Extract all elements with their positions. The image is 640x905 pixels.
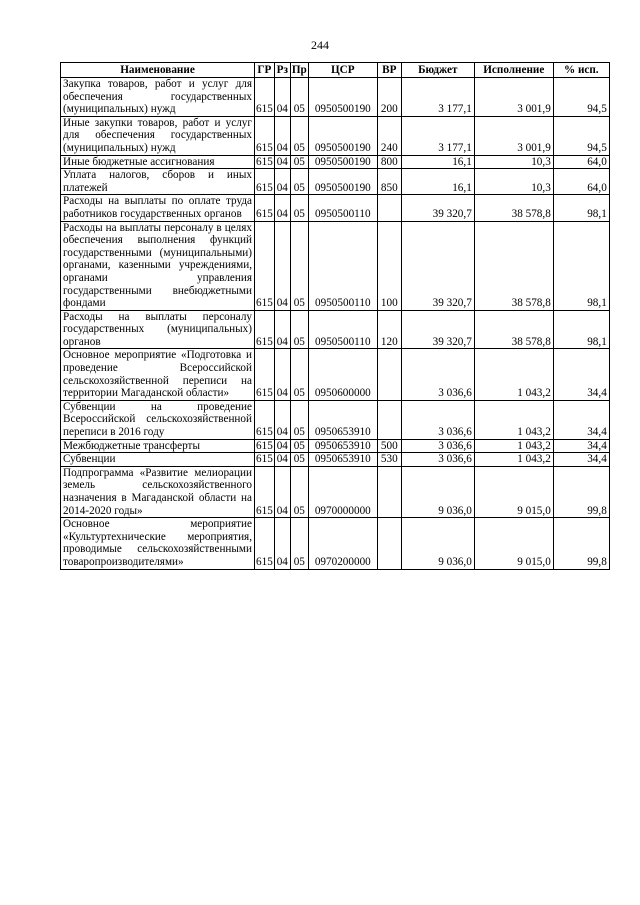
row-pr-cell: 05: [290, 310, 308, 349]
row-rz-cell: 04: [274, 310, 290, 349]
row-gr-cell: 615: [256, 453, 273, 466]
table-body: [61, 78, 610, 570]
row-name-cell: Уплата налогов, сборов и иных платежей: [61, 169, 255, 195]
table-row: [61, 349, 610, 400]
row-csr-cell: 0950500110: [308, 195, 377, 221]
row-gr-cell: 615: [255, 349, 275, 400]
row-rz-cell: 04: [274, 155, 290, 169]
row-percent-cell: 98,1: [553, 195, 609, 221]
table-row: [61, 221, 610, 310]
row-budget-cell: 3 036,6: [401, 400, 474, 439]
row-percent-cell: 34,4: [553, 349, 609, 400]
row-gr-cell: 615: [256, 155, 273, 168]
table-row: [61, 116, 610, 155]
row-name-cell: Субвенции на проведение Всероссийской сельскохозяйственной переписи в 2016 году: [61, 400, 255, 439]
row-percent-cell: 94,5: [553, 116, 609, 155]
table-row: [61, 466, 610, 517]
row-percent-cell: 94,5: [553, 78, 609, 117]
row-execution-cell: 9 015,0: [474, 518, 553, 569]
table-row: [61, 400, 610, 439]
row-csr-cell: 0950600000: [308, 349, 377, 400]
table-row: [61, 310, 610, 349]
row-vr-cell: 120: [377, 310, 401, 349]
row-percent-cell: 34,4: [553, 453, 609, 467]
row-gr-cell: 615: [255, 78, 275, 117]
row-percent-cell: 98,1: [553, 310, 609, 349]
row-pr-cell: 05: [290, 78, 308, 117]
row-vr-cell: 240: [377, 116, 401, 155]
row-budget-cell: 39 320,7: [401, 195, 474, 221]
row-name-cell: Расходы на выплаты персоналу государственных (муниципальных) органов: [61, 310, 255, 349]
table-row: [61, 78, 610, 117]
header-csr: ЦСР: [308, 63, 377, 78]
row-csr-cell: 0950500190: [308, 169, 377, 195]
row-name-cell: Иные бюджетные ассигнования: [61, 155, 255, 169]
row-rz-cell: 04: [274, 453, 290, 467]
header-percent: % исп.: [553, 63, 609, 78]
row-csr-cell: 0950653910: [308, 453, 377, 467]
row-rz-cell: 04: [274, 116, 290, 155]
row-name-cell: Закупка товаров, работ и услуг для обеспечения государственных (муниципальных) нужд: [61, 78, 255, 117]
row-vr-cell: 200: [377, 78, 401, 117]
table-row: [61, 195, 610, 221]
row-pr-cell: 05: [290, 195, 308, 221]
table-row: [61, 453, 610, 467]
row-csr-cell: 0950500110: [308, 221, 377, 310]
row-gr-cell: 615: [255, 400, 275, 439]
row-gr-cell: 615: [255, 116, 275, 155]
row-budget-cell: 3 177,1: [401, 116, 474, 155]
row-vr-cell: [377, 349, 401, 400]
row-percent-cell: 34,4: [553, 439, 609, 453]
row-execution-cell: 1 043,2: [474, 439, 553, 453]
table-row: [61, 155, 610, 169]
row-percent-cell: 34,4: [553, 400, 609, 439]
row-csr-cell: 0950500110: [308, 310, 377, 349]
row-csr-cell: 0970200000: [308, 518, 377, 569]
row-csr-cell: 0950653910: [308, 439, 377, 453]
row-name-cell: Межбюджетные трансферты: [61, 439, 255, 453]
row-execution-cell: 10,3: [474, 169, 553, 195]
row-name-cell: Подпрограмма «Развитие мелиорации земель сельскохозяйственного назначения в Магаданской области на 2014-2020 годы»: [61, 466, 255, 517]
row-execution-cell: 1 043,2: [474, 400, 553, 439]
row-budget-cell: 3 036,6: [401, 349, 474, 400]
row-gr-cell: 615: [255, 518, 275, 569]
row-name-cell: Основное мероприятие «Культуртехнические мероприятия, проводимые сельскохозяйственными товаропроизводителями»: [61, 518, 255, 569]
row-execution-cell: 3 001,9: [474, 116, 553, 155]
row-pr-cell: 05: [290, 453, 308, 467]
row-execution-cell: 9 015,0: [474, 466, 553, 517]
header-name: Наименование: [61, 63, 255, 78]
row-budget-cell: 3 036,6: [401, 453, 474, 467]
row-name-cell: Иные закупки товаров, работ и услуг для обеспечения государственных (муниципальных) нужд: [61, 116, 255, 155]
row-budget-cell: 3 036,6: [401, 439, 474, 453]
row-csr-cell: 0950500190: [308, 155, 377, 169]
row-gr-cell: 615: [255, 466, 275, 517]
row-pr-cell: 05: [290, 439, 308, 453]
row-percent-cell: 64,0: [553, 155, 609, 169]
row-pr-cell: 05: [290, 155, 308, 169]
table-row: [61, 439, 610, 453]
row-rz-cell: 04: [274, 349, 290, 400]
header-pr: Пр: [291, 64, 307, 77]
row-pr-cell: 05: [290, 466, 308, 517]
row-budget-cell: 9 036,0: [401, 466, 474, 517]
row-execution-cell: 3 001,9: [474, 78, 553, 117]
table-header-row: [61, 63, 610, 78]
row-execution-cell: 1 043,2: [474, 453, 553, 467]
row-budget-cell: 9 036,0: [401, 518, 474, 569]
row-budget-cell: 16,1: [401, 155, 474, 169]
header-rz: Рз: [274, 63, 290, 78]
row-rz-cell: 04: [274, 400, 290, 439]
row-vr-cell: 530: [377, 453, 401, 467]
row-pr-cell: 05: [290, 169, 308, 195]
row-execution-cell: 38 578,8: [474, 221, 553, 310]
row-rz-cell: 04: [274, 169, 290, 195]
row-csr-cell: 0970000000: [308, 466, 377, 517]
row-rz-cell: 04: [274, 221, 290, 310]
row-pr-cell: 05: [290, 221, 308, 310]
header-vr: ВР: [377, 63, 401, 78]
row-vr-cell: 850: [377, 169, 401, 195]
row-name-cell: Расходы на выплаты по оплате труда работников государственных органов: [61, 195, 255, 221]
row-vr-cell: [377, 195, 401, 221]
row-percent-cell: 64,0: [553, 169, 609, 195]
row-vr-cell: 800: [377, 155, 401, 169]
row-rz-cell: 04: [274, 439, 290, 453]
row-pr-cell: 05: [290, 349, 308, 400]
row-rz-cell: 04: [274, 78, 290, 117]
row-budget-cell: 39 320,7: [401, 310, 474, 349]
row-name-cell: Основное мероприятие «Подготовка и проведение Всероссийской сельскохозяйственной переписи на территории Магаданской области»: [61, 349, 255, 400]
row-gr-cell: 615: [255, 310, 275, 349]
row-gr-cell: 615: [255, 169, 275, 195]
header-execution: Исполнение: [474, 63, 553, 78]
table-row: [61, 169, 610, 195]
row-percent-cell: 98,1: [553, 221, 609, 310]
row-budget-cell: 3 177,1: [401, 78, 474, 117]
header-gr: ГР: [255, 63, 275, 78]
row-pr-cell: 05: [290, 400, 308, 439]
row-percent-cell: 99,8: [553, 466, 609, 517]
row-vr-cell: 100: [377, 221, 401, 310]
row-csr-cell: 0950500190: [308, 78, 377, 117]
row-csr-cell: 0950500190: [308, 116, 377, 155]
row-vr-cell: 500: [377, 439, 401, 453]
row-execution-cell: 1 043,2: [474, 349, 553, 400]
page-number: 244: [311, 38, 329, 52]
row-gr-cell: 615: [255, 221, 275, 310]
row-vr-cell: [377, 466, 401, 517]
row-csr-cell: 0950653910: [308, 400, 377, 439]
row-vr-cell: [377, 518, 401, 569]
row-rz-cell: 04: [274, 195, 290, 221]
table-row: [61, 518, 610, 569]
row-budget-cell: 16,1: [401, 169, 474, 195]
row-gr-cell: 615: [256, 439, 273, 452]
row-name-cell: Субвенции: [61, 453, 255, 467]
row-gr-cell: 615: [255, 195, 275, 221]
row-budget-cell: 39 320,7: [401, 221, 474, 310]
row-pr-cell: 05: [290, 518, 308, 569]
budget-table: [60, 62, 610, 570]
row-execution-cell: 10,3: [474, 155, 553, 169]
row-execution-cell: 38 578,8: [474, 195, 553, 221]
row-percent-cell: 99,8: [553, 518, 609, 569]
row-execution-cell: 38 578,8: [474, 310, 553, 349]
row-rz-cell: 04: [274, 518, 290, 569]
header-budget: Бюджет: [401, 63, 474, 78]
row-name-cell: Расходы на выплаты персоналу в целях обеспечения выполнения функций государственными (муниципальными) органами, казенными учреждениями, органами управления государственными внебюджетными фондами: [61, 221, 255, 310]
row-rz-cell: 04: [274, 466, 290, 517]
row-pr-cell: 05: [290, 116, 308, 155]
row-vr-cell: [377, 400, 401, 439]
